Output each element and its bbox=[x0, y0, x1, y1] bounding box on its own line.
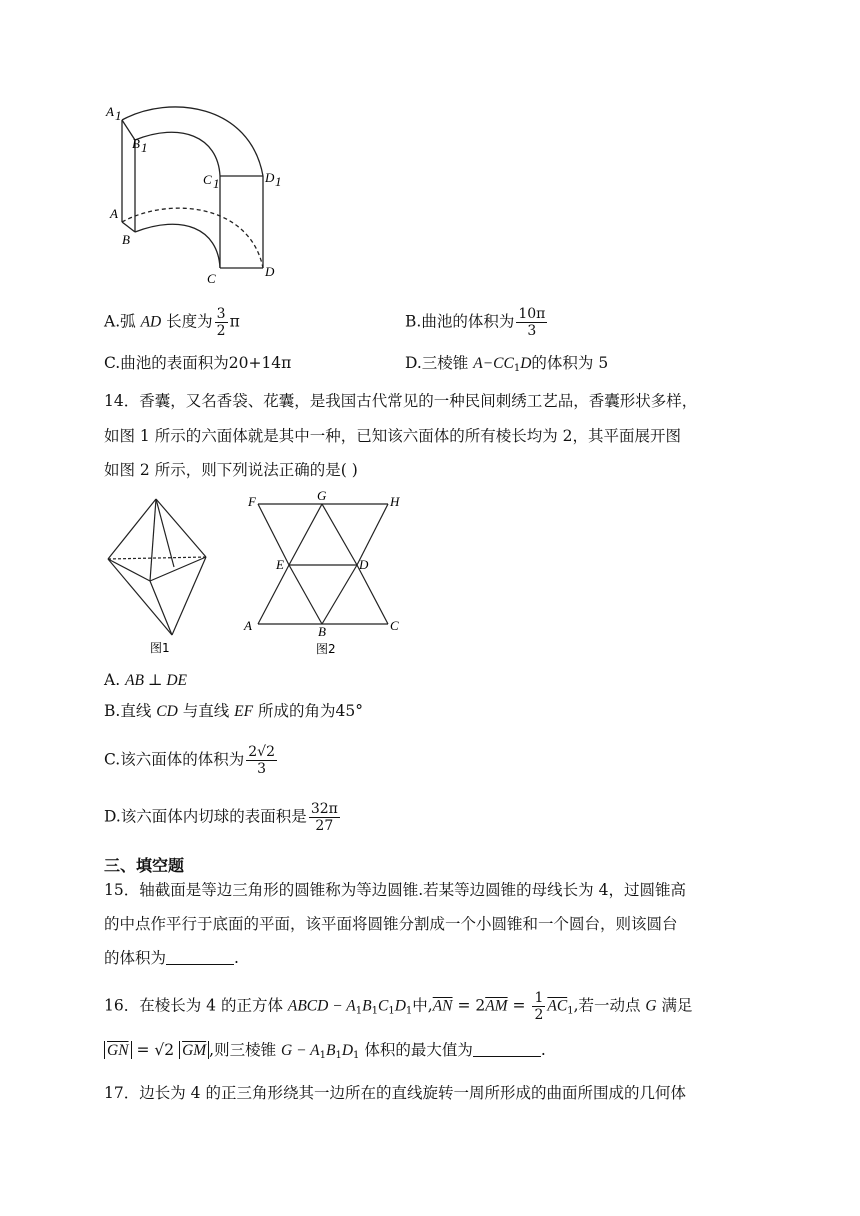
abs-GM: $\overline{GM}$ bbox=[179, 1041, 209, 1059]
label-A1: A bbox=[106, 104, 114, 119]
q14-stem-line1: 14．香囊，又名香袋、花囊，是我国古代常见的一种民间刺绣工艺品，香囊形状多样， bbox=[104, 392, 698, 410]
q13-option-a: A.弧 AD 长度为 $\frac{3}{2}$ π bbox=[104, 306, 240, 339]
q14-stem-line2: 如图 1 所示的六面体就是其中一种，已知该六面体的所有棱长均为 2，其平面展开图 bbox=[104, 427, 682, 445]
label-A: A bbox=[110, 206, 118, 221]
label-C1-sub: 1 bbox=[213, 176, 220, 191]
q13-option-d: D.三棱锥 $A-CC_1D$的体积为 5 bbox=[405, 354, 609, 374]
net-label-G: G bbox=[317, 488, 327, 503]
net-label-H: H bbox=[390, 494, 400, 509]
label-D1: D bbox=[265, 170, 275, 185]
q13-option-c: C.曲池的表面积为20+14π bbox=[104, 354, 292, 372]
label-B: B bbox=[122, 232, 130, 247]
label-A1-sub: 1 bbox=[115, 108, 122, 123]
label-B1: B bbox=[132, 136, 140, 151]
q15-line2: 的中点作平行于底面的平面，该平面将圆锥分割成一个小圆锥和一个圆台，则该圆台 bbox=[104, 915, 678, 933]
label-D1-sub: 1 bbox=[275, 174, 282, 189]
q14-option-c: C.该六面体的体积为 $\frac{2√2}{3}$ bbox=[104, 744, 275, 777]
q16-answer-blank bbox=[473, 1042, 541, 1057]
abs-GN: $\overline{GN}$ bbox=[104, 1041, 132, 1059]
q15-answer-blank bbox=[166, 950, 234, 965]
net-label-D: D bbox=[359, 557, 369, 572]
net-label-A: A bbox=[244, 618, 252, 633]
q13-option-b: B.曲池的体积为 $\frac{10\pi}{3}$ bbox=[405, 306, 546, 339]
octahedron-figure bbox=[104, 495, 214, 665]
net-label-E: E bbox=[276, 557, 284, 572]
label-B1-sub: 1 bbox=[141, 140, 148, 155]
q14-option-d: D.该六面体内切球的表面积是 $\frac{32\pi}{27}$ bbox=[104, 801, 338, 834]
net-label-B: B bbox=[318, 624, 326, 639]
fig2-caption: 图2 bbox=[316, 642, 336, 656]
q16-line1: 16．在棱长为 4 的正方体 ABCD − $A_1B_1C_1D_1$中$,\overline{AN} = 2\overline{AM}$ = $\frac{1}{2}$ $\overline{AC}_1$,若一动点 G 满足 bbox=[104, 990, 693, 1023]
q15-line3: 的体积为 . bbox=[104, 949, 239, 967]
q14-option-b: B.直线 CD 与直线 EF 所成的角为45° bbox=[104, 702, 363, 720]
label-D: D bbox=[265, 264, 275, 279]
q17-line1: 17．边长为 4 的正三角形绕其一边所在的直线旋转一周所形成的曲面所围成的几何体 bbox=[104, 1084, 686, 1102]
curved-pool-figure bbox=[100, 96, 300, 286]
q16-line2: $\overline{GN} = √2$ $\overline{GM}$ ,则三棱锥 $G - A_1B_1D_1$ 体积的最大值为 . bbox=[104, 1039, 546, 1067]
q14-option-a: A. AB ⊥ DE bbox=[104, 671, 187, 689]
label-C: C bbox=[207, 271, 216, 286]
q15-line1: 15．轴截面是等边三角形的圆锥称为等边圆锥.若某等边圆锥的母线长为 4，过圆锥高 bbox=[104, 881, 686, 899]
net-label-C: C bbox=[390, 618, 399, 633]
label-C1: C bbox=[203, 172, 212, 187]
fig1-caption: 图1 bbox=[150, 641, 170, 655]
net-label-F: F bbox=[248, 494, 256, 509]
net-figure bbox=[240, 488, 410, 658]
section-title: 三、填空题 bbox=[104, 856, 185, 875]
q14-stem-line3: 如图 2 所示，则下列说法正确的是( ) bbox=[104, 461, 358, 479]
